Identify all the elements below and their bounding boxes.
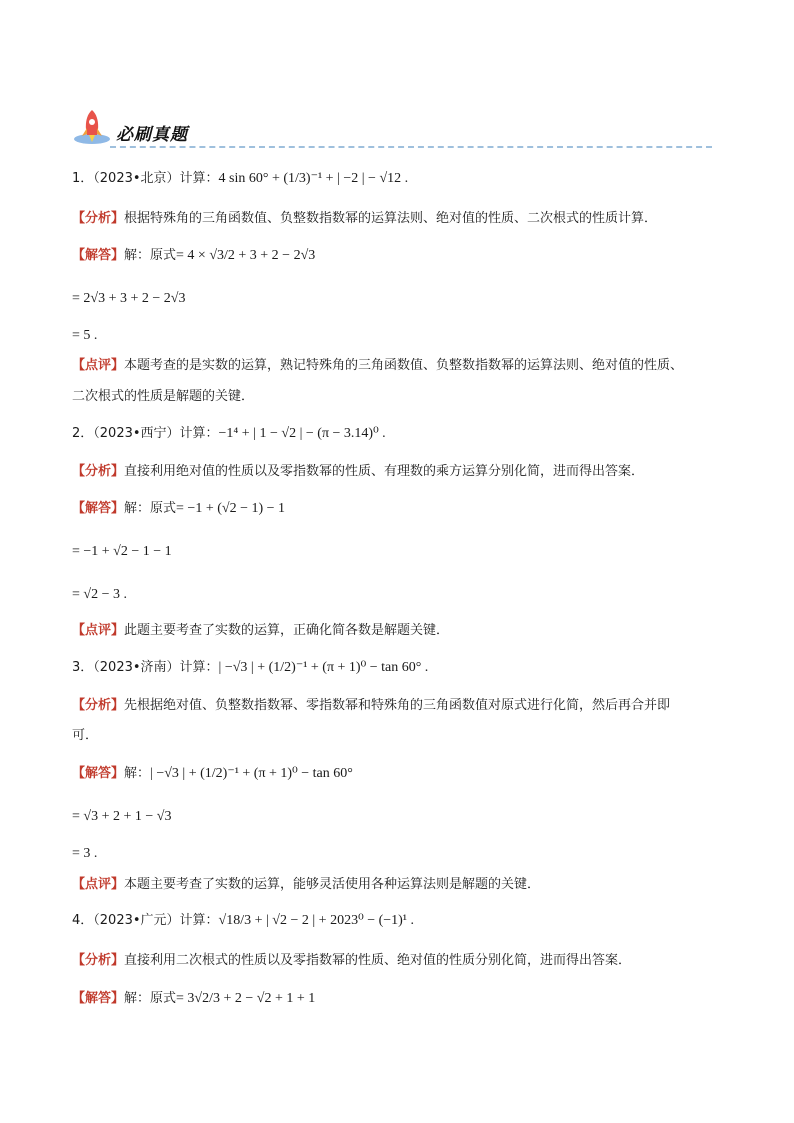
answer-tag: 【解答】 xyxy=(72,991,125,1006)
answer-step: = 5 . xyxy=(72,328,98,343)
problem-2-comment xyxy=(72,622,449,640)
analysis-text: 直接利用二次根式的性质以及零指数幂的性质、绝对值的性质分别化简，进而得出答案． xyxy=(124,953,632,968)
analysis-text: 直接利用绝对值的性质以及零指数幂的性质、有理数的乘方运算分别化简，进而得出答案． xyxy=(124,464,645,479)
comment-tag: 【点评】 xyxy=(72,877,125,892)
problem-3-analysis xyxy=(72,697,670,715)
problem-2-question xyxy=(72,425,386,443)
answer-step: = 3 . xyxy=(72,846,98,861)
problem-3-prefix: 3．（2023•济南）计算： xyxy=(72,660,219,675)
answer-tag: 【解答】 xyxy=(72,766,125,781)
comment-tag: 【点评】 xyxy=(72,623,125,638)
analysis-tag: 【分析】 xyxy=(72,953,125,968)
analysis-tag: 【分析】 xyxy=(72,211,125,226)
answer-step: = 2√3 + 3 + 2 − 2√3 xyxy=(72,291,186,306)
rocket-icon xyxy=(72,106,112,146)
section-header xyxy=(72,106,712,150)
problem-3-question xyxy=(72,659,428,677)
answer-step: | −√3 | + (1/2)⁻¹ + (π + 1)⁰ − tan 60° xyxy=(150,766,353,781)
problem-2-analysis xyxy=(72,463,644,481)
comment-tag: 【点评】 xyxy=(72,358,125,373)
answer-intro: 解：原式 xyxy=(124,501,177,516)
problem-1-answer xyxy=(72,247,315,265)
comment-text: 本题考查的是实数的运算，熟记特殊角的三角函数值、负整数指数幂的运算法则、绝对值的性质、 xyxy=(124,358,684,373)
problem-2-expression: −1⁴ + | 1 − √2 | − (π − 3.14)⁰ . xyxy=(218,426,386,441)
problem-3-comment xyxy=(72,876,540,894)
problem-1-comment xyxy=(72,357,683,375)
analysis-tag: 【分析】 xyxy=(72,464,125,479)
problem-1-expression: 4 sin 60° + (1/3)⁻¹ + | −2 | − √12 . xyxy=(218,171,409,186)
answer-intro: 解： xyxy=(124,766,151,781)
problem-3-expression: | −√3 | + (1/2)⁻¹ + (π + 1)⁰ − tan 60° . xyxy=(218,660,429,675)
answer-step: = √3 + 2 + 1 − √3 xyxy=(72,809,172,824)
comment-text: 此题主要考查了实数的运算，正确化简各数是解题关键． xyxy=(124,623,450,638)
analysis-tag: 【分析】 xyxy=(72,698,125,713)
problem-1-question xyxy=(72,170,408,188)
problem-4-question xyxy=(72,912,414,930)
comment-text: 本题主要考查了实数的运算，能够灵活使用各种运算法则是解题的关键． xyxy=(124,877,541,892)
answer-step: = −1 + (√2 − 1) − 1 xyxy=(176,501,286,516)
problem-1-prefix: 1．（2023•北京）计算： xyxy=(72,171,219,186)
answer-tag: 【解答】 xyxy=(72,501,125,516)
answer-tag: 【解答】 xyxy=(72,248,125,263)
problem-2-answer xyxy=(72,500,285,518)
answer-intro: 解：原式 xyxy=(124,991,177,1006)
answer-step: = 4 × √3/2 + 3 + 2 − 2√3 xyxy=(176,248,316,263)
problem-1-analysis xyxy=(72,210,657,228)
answer-step: = √2 − 3 . xyxy=(72,587,127,602)
header-divider xyxy=(110,146,712,148)
problem-4-expression: √18/3 + | √2 − 2 | + 2023⁰ − (−1)¹ . xyxy=(218,913,415,928)
problem-4-prefix: 4．（2023•广元）计算： xyxy=(72,913,219,928)
answer-intro: 解：原式 xyxy=(124,248,177,263)
comment-text-continued: 二次根式的性质是解题的关键． xyxy=(72,389,255,404)
problem-4-analysis xyxy=(72,952,631,970)
answer-step: = −1 + √2 − 1 − 1 xyxy=(72,544,172,559)
analysis-text: 先根据绝对值、负整数指数幂、零指数幂和特殊角的三角函数值对原式进行化简，然后再合并即 xyxy=(124,698,671,713)
analysis-text: 根据特殊角的三角函数值、负整数指数幂的运算法则、绝对值的性质、二次根式的性质计算． xyxy=(124,211,658,226)
header-title: 必刷真题 xyxy=(116,125,188,145)
answer-step: = 3√2/3 + 2 − √2 + 1 + 1 xyxy=(176,991,316,1006)
problem-2-prefix: 2．（2023•西宁）计算： xyxy=(72,426,219,441)
analysis-text-continued: 可． xyxy=(72,728,99,743)
problem-3-answer xyxy=(72,765,353,783)
problem-4-answer xyxy=(72,990,315,1008)
